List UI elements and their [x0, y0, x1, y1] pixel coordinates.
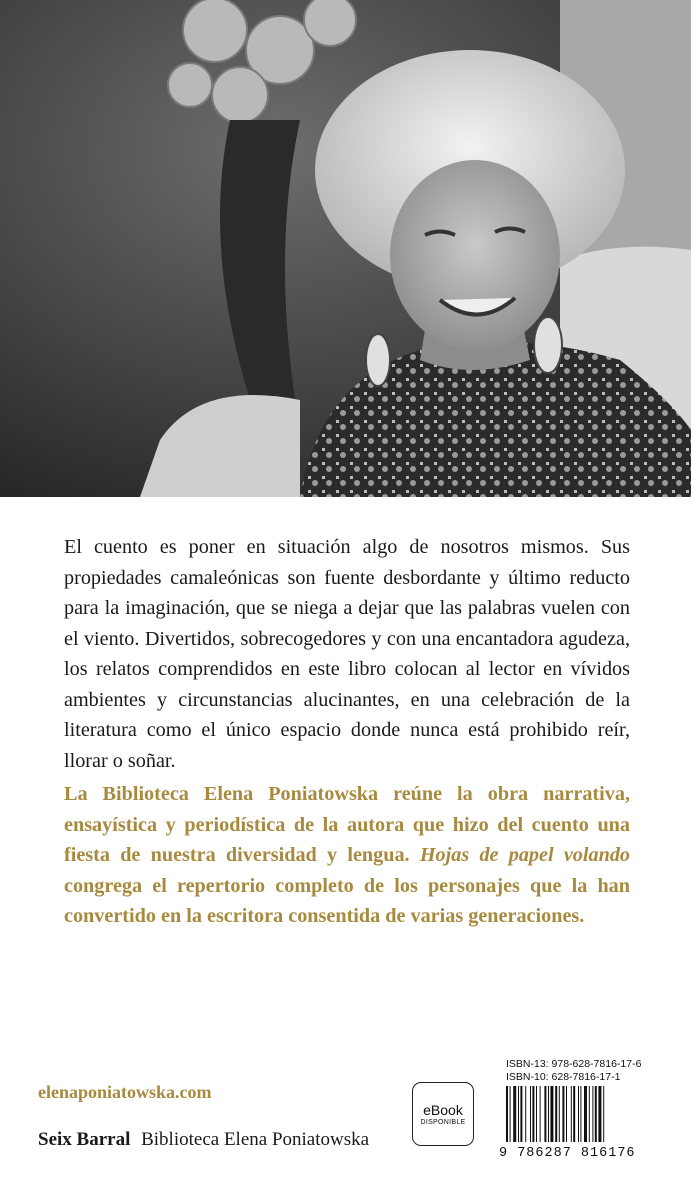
isbn-block	[497, 1058, 647, 1162]
back-cover-blurb: El cuento es poner en situación algo de nosotros mismos. Sus propiedades camaleónicas son fuente desbordante y último reducto para la imaginación, que se niega a dejar que las palabras vuelen con el viento. Divertidos, sobrecogedores y con una encantadora agudeza, los relatos comprendidos en este libro colocan al lector en vívidos ambientes y circunstancias alucinantes, en una celebración de la literatura como el único espacio donde nunca está prohibido reír, llorar o soñar.	[64, 536, 630, 772]
barcode-bar	[506, 1086, 508, 1142]
publisher-brand: Seix Barral	[38, 1129, 131, 1150]
barcode-bar	[513, 1086, 516, 1142]
barcode-bar	[592, 1086, 593, 1142]
barcode-bar	[584, 1086, 587, 1142]
author-photo	[0, 0, 691, 497]
series-text-part2: congrega el repertorio completo de los personajes que la han convertido en la escritora consentida de varias generaciones.	[64, 874, 630, 927]
barcode-bar	[598, 1086, 601, 1142]
barcode-bar	[510, 1086, 511, 1142]
barcode-bar	[559, 1086, 560, 1142]
barcode-digits: 9 786287 816176	[499, 1146, 636, 1161]
barcode-bar	[530, 1086, 531, 1142]
barcode-bar	[555, 1086, 557, 1142]
barcode-bar	[520, 1086, 522, 1142]
ebook-badge	[412, 1082, 474, 1146]
isbn-10: ISBN-10: 628-7816-17-1	[506, 1071, 621, 1083]
barcode-bar	[532, 1086, 534, 1142]
barcode-bar	[589, 1086, 590, 1142]
collection-name: Biblioteca Elena Poniatowska	[141, 1129, 370, 1150]
barcode-bar	[580, 1086, 581, 1142]
barcode-bar	[578, 1086, 579, 1142]
barcode-bar	[540, 1086, 541, 1142]
ebook-badge-subtitle: DISPONIBLE	[420, 1119, 466, 1126]
isbn-13: ISBN-13: 978-628-7816-17-6	[506, 1058, 642, 1070]
barcode-bar	[544, 1086, 546, 1142]
barcode-bar	[536, 1086, 537, 1142]
barcode-bar	[550, 1086, 553, 1142]
series-text-part1: La Biblioteca Elena Poniatowska reúne la obra narrativa, ensayística y periodística de la autora que hizo del cuento una fiesta de nuestra diversidad y lengua.	[64, 783, 630, 866]
barcode-bar	[566, 1086, 567, 1142]
barcode	[505, 1086, 639, 1144]
author-website: elenaponiatowska.com	[38, 1082, 212, 1102]
barcode-bar	[603, 1086, 604, 1142]
publisher-line	[38, 1129, 369, 1151]
barcode-bar	[573, 1086, 575, 1142]
barcode-bar	[562, 1086, 564, 1142]
series-description	[64, 779, 630, 932]
barcode-bar	[548, 1086, 549, 1142]
barcode-bar	[525, 1086, 526, 1142]
book-title-italic: Hojas de papel volando	[419, 844, 631, 866]
ebook-badge-title: eBook	[423, 1102, 463, 1118]
barcode-bar	[571, 1086, 572, 1142]
barcode-bar	[595, 1086, 597, 1142]
barcode-bar	[518, 1086, 519, 1142]
